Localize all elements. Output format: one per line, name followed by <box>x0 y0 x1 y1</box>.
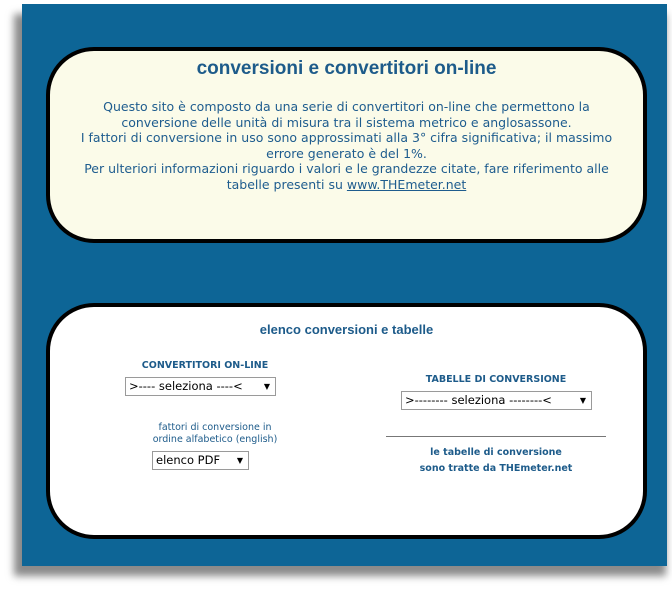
converters-select-value: >---- seleziona ----< <box>129 379 243 393</box>
factors-note-2: ordine alfabetico (english) <box>152 434 278 445</box>
factors-note-1: fattori di conversione in <box>158 422 272 433</box>
conversions-card <box>46 303 647 539</box>
factors-note <box>105 422 325 446</box>
tables-select-value: >-------- seleziona --------< <box>405 393 552 407</box>
chevron-down-icon: ▼ <box>263 382 270 391</box>
intro-text-1: Questo sito è composto da una serie di convertitori on-line che permettono la conversione delle unità di misura tra il sistema metrico e anglosassone. <box>103 99 590 130</box>
intro-card <box>46 47 647 243</box>
tables-select[interactable] <box>401 391 592 410</box>
credit-text <box>388 445 604 477</box>
themeter-link[interactable]: www.THEmeter.net <box>346 176 467 192</box>
pdf-select-value: elenco PDF <box>156 453 221 467</box>
credit-text-2: sono tratte da THEmeter.net <box>419 463 573 474</box>
intro-text-3: Per ulteriori informazioni riguardo i valori e le grandezze citate, fare riferimento alle tabelle presenti su <box>84 161 609 192</box>
converters-select[interactable] <box>125 377 276 396</box>
chevron-down-icon: ▼ <box>236 456 243 465</box>
divider <box>386 436 606 437</box>
converters-label: CONVERTITORI ON-LINE <box>141 360 269 371</box>
intro-text <box>70 99 623 192</box>
page-title: conversioni e convertitori on-line <box>196 58 497 79</box>
section-title: elenco conversioni e tabelle <box>259 322 434 337</box>
tables-label: TABELLE DI CONVERSIONE <box>425 374 567 385</box>
credit-text-1: le tabelle di conversione <box>430 447 562 458</box>
chevron-down-icon: ▼ <box>579 396 586 405</box>
pdf-select[interactable] <box>152 451 249 470</box>
intro-text-2: I fattori di conversione in uso sono approssimati alla 3° cifra significativa; il massimo errore generato è del 1%. <box>80 130 613 161</box>
